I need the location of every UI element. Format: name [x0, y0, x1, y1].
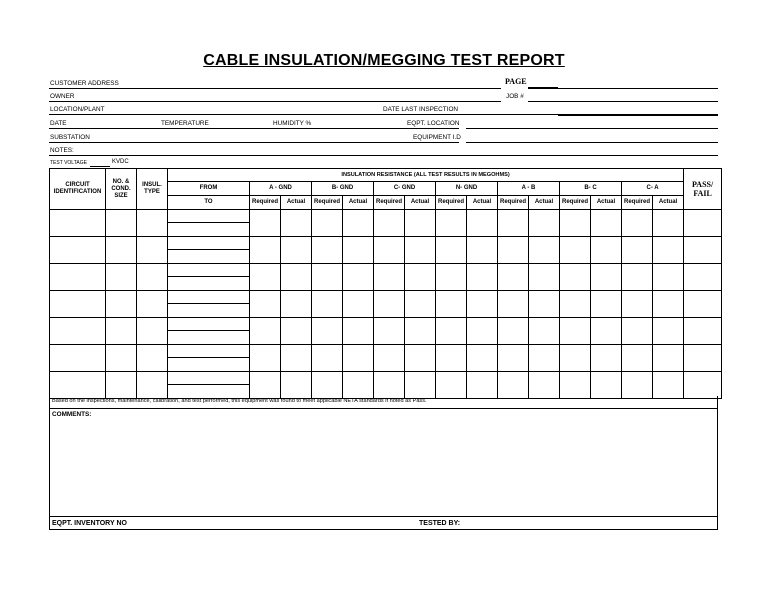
- table-cell[interactable]: [498, 291, 529, 318]
- table-cell[interactable]: [250, 237, 281, 264]
- actual-header: Actual: [405, 196, 436, 210]
- table-row: [50, 210, 722, 237]
- required-header: Required: [436, 196, 467, 210]
- table-cell[interactable]: [436, 210, 467, 237]
- phase-header: C- GND: [374, 182, 436, 196]
- table-cell[interactable]: [374, 291, 405, 318]
- table-cell[interactable]: [374, 345, 405, 372]
- phase-header: A - B: [498, 182, 560, 196]
- actual-header: Actual: [343, 196, 374, 210]
- table-cell[interactable]: [653, 372, 684, 399]
- table-cell[interactable]: [343, 318, 374, 345]
- table-cell[interactable]: [106, 210, 137, 237]
- table-cell[interactable]: [498, 210, 529, 237]
- table-cell[interactable]: [281, 264, 312, 291]
- from-to-divider: [168, 330, 249, 331]
- table-cell[interactable]: [467, 372, 498, 399]
- owner-label: OWNER: [50, 93, 75, 100]
- table-cell[interactable]: [106, 264, 137, 291]
- table-cell[interactable]: [50, 291, 106, 318]
- pass-fail-header: PASS/ FAIL: [684, 169, 722, 210]
- table-cell[interactable]: [374, 237, 405, 264]
- job-field[interactable]: [528, 101, 718, 102]
- phase-header: B- C: [560, 182, 622, 196]
- from-to-cell[interactable]: [168, 264, 250, 291]
- table-cell[interactable]: [250, 318, 281, 345]
- table-cell[interactable]: [137, 210, 168, 237]
- table-cell[interactable]: [312, 237, 343, 264]
- humidity-label: HUMIDITY %: [273, 120, 312, 127]
- customer-address-field[interactable]: [49, 88, 501, 89]
- table-cell[interactable]: [343, 237, 374, 264]
- table-cell[interactable]: [312, 264, 343, 291]
- table-cell[interactable]: [684, 291, 722, 318]
- table-cell[interactable]: [684, 372, 722, 399]
- table-cell[interactable]: [436, 264, 467, 291]
- comments-divider: [50, 516, 717, 517]
- tested-by-label: TESTED BY:: [419, 520, 461, 527]
- table-cell[interactable]: [529, 210, 560, 237]
- table-cell[interactable]: [467, 318, 498, 345]
- table-cell[interactable]: [374, 372, 405, 399]
- table-cell[interactable]: [405, 372, 436, 399]
- test-voltage-field[interactable]: [90, 166, 110, 167]
- location-plant-label: LOCATION/PLANT: [50, 106, 105, 113]
- actual-header: Actual: [591, 196, 622, 210]
- table-cell[interactable]: [684, 237, 722, 264]
- actual-header: Actual: [529, 196, 560, 210]
- table-cell[interactable]: [436, 291, 467, 318]
- circuit-identification-header: CIRCUIT IDENTIFICATION: [50, 169, 106, 210]
- table-cell[interactable]: [684, 345, 722, 372]
- table-cell[interactable]: [312, 345, 343, 372]
- phase-header: C- A: [622, 182, 684, 196]
- table-cell[interactable]: [622, 345, 653, 372]
- table-cell[interactable]: [281, 291, 312, 318]
- actual-header: Actual: [467, 196, 498, 210]
- table-cell[interactable]: [281, 237, 312, 264]
- table-cell[interactable]: [622, 264, 653, 291]
- table-cell[interactable]: [591, 345, 622, 372]
- table-cell[interactable]: [106, 237, 137, 264]
- job-label: JOB #: [506, 93, 524, 100]
- table-cell[interactable]: [591, 291, 622, 318]
- table-cell[interactable]: [374, 318, 405, 345]
- table-cell[interactable]: [529, 264, 560, 291]
- table-cell[interactable]: [405, 237, 436, 264]
- table-cell[interactable]: [50, 318, 106, 345]
- table-cell[interactable]: [560, 210, 591, 237]
- table-cell[interactable]: [137, 318, 168, 345]
- table-cell[interactable]: [529, 372, 560, 399]
- notes-field[interactable]: [49, 155, 718, 156]
- substation-label: SUBSTATION: [50, 134, 90, 141]
- required-header: Required: [374, 196, 405, 210]
- phase-header: A - GND: [250, 182, 312, 196]
- owner-field[interactable]: [49, 101, 501, 102]
- required-header: Required: [250, 196, 281, 210]
- table-cell[interactable]: [343, 210, 374, 237]
- table-row: [50, 372, 722, 399]
- table-row: [50, 291, 722, 318]
- table-cell[interactable]: [281, 210, 312, 237]
- date-last-inspection-field[interactable]: [558, 115, 718, 116]
- table-cell[interactable]: [560, 264, 591, 291]
- table-cell[interactable]: [591, 237, 622, 264]
- table-cell[interactable]: [312, 291, 343, 318]
- page-label: PAGE: [505, 77, 527, 86]
- table-cell[interactable]: [529, 237, 560, 264]
- table-cell[interactable]: [50, 264, 106, 291]
- table-row: [50, 264, 722, 291]
- table-cell[interactable]: [312, 318, 343, 345]
- required-header: Required: [622, 196, 653, 210]
- table-cell[interactable]: [374, 210, 405, 237]
- table-cell[interactable]: [684, 318, 722, 345]
- from-to-cell[interactable]: [168, 210, 250, 237]
- from-to-divider: [168, 249, 249, 250]
- insulation-resistance-header: INSULATION RESISTANCE (ALL TEST RESULTS IN MEGOHMS): [168, 169, 684, 182]
- table-cell[interactable]: [405, 264, 436, 291]
- from-to-cell[interactable]: [168, 291, 250, 318]
- table-cell[interactable]: [498, 372, 529, 399]
- table-cell[interactable]: [250, 345, 281, 372]
- comments-box[interactable]: [49, 408, 718, 530]
- table-cell[interactable]: [106, 345, 137, 372]
- table-cell[interactable]: [622, 318, 653, 345]
- insul-type-header: INSUL. TYPE: [137, 169, 168, 210]
- job-field-top[interactable]: [528, 88, 718, 89]
- table-cell[interactable]: [343, 372, 374, 399]
- phase-header: N- GND: [436, 182, 498, 196]
- table-cell[interactable]: [591, 372, 622, 399]
- table-cell[interactable]: [312, 210, 343, 237]
- test-voltage-label: TEST VOLTAGE: [50, 160, 87, 166]
- table-cell[interactable]: [622, 210, 653, 237]
- from-to-divider: [168, 276, 249, 277]
- table-cell[interactable]: [343, 264, 374, 291]
- comments-label: COMMENTS:: [52, 411, 92, 418]
- from-to-cell[interactable]: [168, 372, 250, 399]
- table-cell[interactable]: [560, 237, 591, 264]
- table-cell[interactable]: [405, 210, 436, 237]
- table-cell[interactable]: [436, 237, 467, 264]
- cond-size-header: NO. & COND. SIZE: [106, 169, 137, 210]
- phase-header: B- GND: [312, 182, 374, 196]
- equipment-id-label: EQUIPMENT I.D: [413, 134, 461, 141]
- from-to-divider: [168, 357, 249, 358]
- table-cell[interactable]: [50, 210, 106, 237]
- table-cell[interactable]: [467, 210, 498, 237]
- table-row: [50, 345, 722, 372]
- from-to-cell[interactable]: [168, 318, 250, 345]
- table-cell[interactable]: [498, 345, 529, 372]
- table-cell[interactable]: [343, 345, 374, 372]
- from-to-cell[interactable]: [168, 345, 250, 372]
- table-cell[interactable]: [529, 318, 560, 345]
- table-cell[interactable]: [653, 237, 684, 264]
- table-cell[interactable]: [281, 345, 312, 372]
- table-cell[interactable]: [137, 291, 168, 318]
- certification-statement: Based on the inspections, maintenance, calibration, and test performed, this equipment was found to meet applicable NETA standards if noted as Pass.: [49, 396, 718, 408]
- data-rows: [50, 210, 722, 399]
- table-cell[interactable]: [250, 264, 281, 291]
- from-to-divider: [168, 303, 249, 304]
- table-cell[interactable]: [137, 372, 168, 399]
- table-cell[interactable]: [653, 210, 684, 237]
- table-cell[interactable]: [50, 372, 106, 399]
- table-cell[interactable]: [653, 291, 684, 318]
- table-cell[interactable]: [106, 291, 137, 318]
- table-cell[interactable]: [653, 264, 684, 291]
- table-cell[interactable]: [498, 237, 529, 264]
- table-cell[interactable]: [137, 264, 168, 291]
- eqpt-location-label: EQPT. LOCATION: [407, 120, 460, 127]
- table-cell[interactable]: [467, 291, 498, 318]
- table-cell[interactable]: [312, 372, 343, 399]
- table-cell[interactable]: [405, 345, 436, 372]
- table-row: [50, 318, 722, 345]
- table-cell[interactable]: [467, 264, 498, 291]
- table-cell[interactable]: [436, 318, 467, 345]
- insulation-test-table: [49, 168, 722, 399]
- table-cell[interactable]: [374, 264, 405, 291]
- table-cell[interactable]: [467, 237, 498, 264]
- kvdc-label: KVDC: [112, 159, 129, 165]
- table-cell[interactable]: [50, 345, 106, 372]
- temperature-label: TEMPERATURE: [161, 120, 209, 127]
- substation-field[interactable]: [49, 142, 459, 143]
- from-to-cell[interactable]: [168, 237, 250, 264]
- table-cell[interactable]: [436, 345, 467, 372]
- table-row: [50, 237, 722, 264]
- table-cell[interactable]: [467, 345, 498, 372]
- table-cell[interactable]: [343, 291, 374, 318]
- required-header: Required: [498, 196, 529, 210]
- table-cell[interactable]: [137, 345, 168, 372]
- date-temp-humidity-field[interactable]: [49, 128, 459, 129]
- table-cell[interactable]: [560, 372, 591, 399]
- table-cell[interactable]: [622, 237, 653, 264]
- table-cell[interactable]: [137, 237, 168, 264]
- notes-label: NOTES:: [50, 147, 74, 154]
- table-cell[interactable]: [281, 318, 312, 345]
- from-to-divider: [168, 222, 249, 223]
- table-cell[interactable]: [529, 345, 560, 372]
- table-cell[interactable]: [684, 264, 722, 291]
- table-cell[interactable]: [498, 264, 529, 291]
- table-cell[interactable]: [281, 372, 312, 399]
- required-header: Required: [560, 196, 591, 210]
- report-title: CABLE INSULATION/MEGGING TEST REPORT: [203, 52, 565, 69]
- table-cell[interactable]: [591, 210, 622, 237]
- from-to-divider: [168, 384, 249, 385]
- table-cell[interactable]: [591, 318, 622, 345]
- table-cell[interactable]: [560, 345, 591, 372]
- date-last-inspection-label: DATE LAST INSPECTION: [383, 106, 459, 113]
- table-cell[interactable]: [653, 345, 684, 372]
- actual-header: Actual: [281, 196, 312, 210]
- required-header: Required: [312, 196, 343, 210]
- equipment-id-field[interactable]: [466, 142, 718, 143]
- eqpt-inventory-label: EQPT. INVENTORY NO: [52, 520, 127, 527]
- table-cell[interactable]: [498, 318, 529, 345]
- eqpt-location-field[interactable]: [466, 128, 718, 129]
- table-cell[interactable]: [106, 318, 137, 345]
- table-cell[interactable]: [529, 291, 560, 318]
- table-cell[interactable]: [405, 318, 436, 345]
- from-header: FROM: [168, 182, 250, 196]
- to-header: TO: [168, 196, 250, 210]
- table-cell[interactable]: [250, 210, 281, 237]
- table-cell[interactable]: [591, 264, 622, 291]
- table-cell[interactable]: [50, 237, 106, 264]
- table-cell[interactable]: [250, 291, 281, 318]
- table-cell[interactable]: [560, 291, 591, 318]
- table-cell[interactable]: [405, 291, 436, 318]
- date-label: DATE: [50, 120, 67, 127]
- actual-header: Actual: [653, 196, 684, 210]
- table-cell[interactable]: [622, 291, 653, 318]
- table-cell[interactable]: [653, 318, 684, 345]
- table-cell[interactable]: [436, 372, 467, 399]
- table-cell[interactable]: [106, 372, 137, 399]
- table-cell[interactable]: [684, 210, 722, 237]
- table-cell[interactable]: [250, 372, 281, 399]
- customer-address-label: CUSTOMER ADDRESS: [50, 80, 119, 87]
- table-cell[interactable]: [560, 318, 591, 345]
- table-cell[interactable]: [622, 372, 653, 399]
